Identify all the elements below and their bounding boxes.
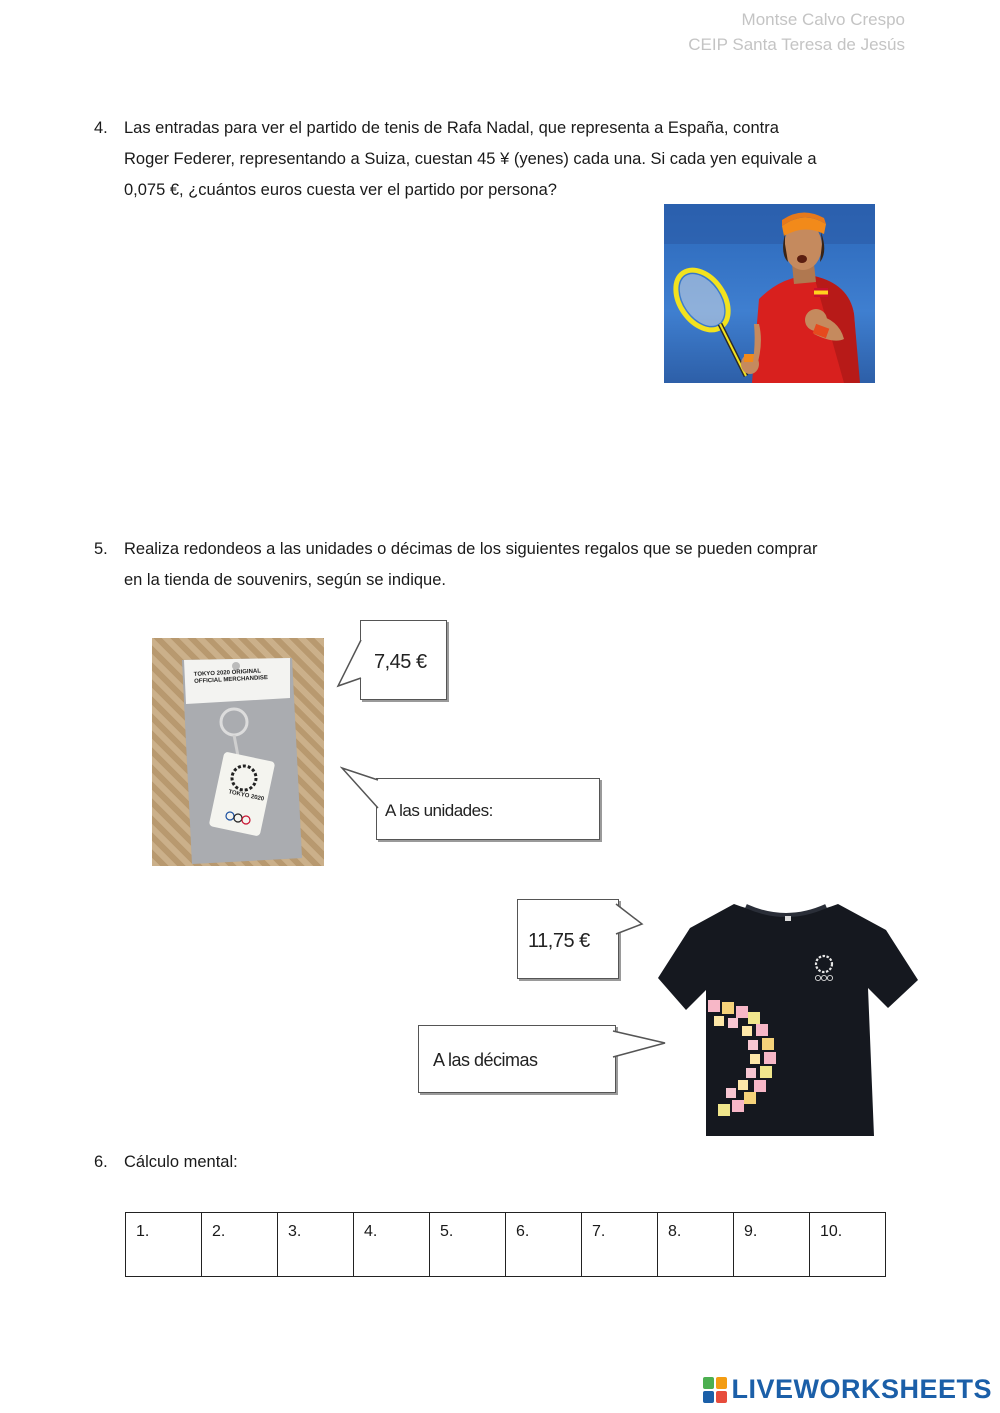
- question-4-text: [124, 113, 914, 206]
- tshirt-price-bubble-tail: [614, 900, 646, 952]
- question-5-number: 5.: [94, 540, 108, 558]
- mental-math-grid: [125, 1212, 886, 1277]
- answer-cell-5[interactable]: 5.: [430, 1213, 506, 1277]
- keychain-price-bubble-tail: [336, 636, 364, 692]
- answer-cell-9[interactable]: 9.: [734, 1213, 810, 1277]
- question-6-title: [124, 1147, 914, 1178]
- tshirt-price: 11,75 €: [528, 930, 590, 952]
- keychain-price: 7,45 €: [374, 651, 427, 673]
- question-4-line-2: Roger Federer, representando a Suiza, cuestan 45 ¥ (yenes) cada una. Si cada yen equivale a: [124, 150, 817, 168]
- answer-cell-8[interactable]: 8.: [658, 1213, 734, 1277]
- answer-cell-1[interactable]: 1.: [126, 1213, 202, 1277]
- tennis-player-photo: [664, 204, 875, 383]
- question-4-line-3: 0,075 €, ¿cuántos euros cuesta ver el partido por persona?: [124, 181, 557, 199]
- answer-cell-10[interactable]: 10.: [810, 1213, 886, 1277]
- answer-cell-4[interactable]: 4.: [354, 1213, 430, 1277]
- question-5-line-2: en la tienda de souvenirs, según se indique.: [124, 571, 446, 589]
- keychain-answer-bubble[interactable]: [376, 778, 600, 840]
- answer-cell-3[interactable]: 3.: [278, 1213, 354, 1277]
- keychain-price-bubble: [360, 620, 447, 700]
- answer-cell-7[interactable]: 7.: [582, 1213, 658, 1277]
- liveworksheets-logo-text: LIVEWORKSHEETS: [731, 1374, 992, 1404]
- answer-cell-6[interactable]: 6.: [506, 1213, 582, 1277]
- mental-math-row: [126, 1213, 886, 1277]
- liveworksheets-logo-icon: [703, 1377, 727, 1403]
- school-name: CEIP Santa Teresa de Jesús: [688, 35, 905, 54]
- liveworksheets-logo[interactable]: [703, 1374, 992, 1405]
- question-6-number: 6.: [94, 1153, 108, 1171]
- question-6-title-text: Cálculo mental:: [124, 1153, 238, 1171]
- tshirt-price-bubble: [517, 899, 619, 979]
- question-5-line-1: Realiza redondeos a las unidades o décimas de los siguientes regalos que se pueden comprar: [124, 540, 818, 558]
- package-line-2: OFFICIAL MERCHANDISE: [194, 675, 269, 685]
- author-name: Montse Calvo Crespo: [741, 10, 905, 29]
- question-4-number: 4.: [94, 119, 108, 137]
- package-line-1: TOKYO 2020 ORIGINAL: [193, 668, 262, 678]
- keychain-photo: [152, 638, 324, 866]
- tshirt-answer-bubble[interactable]: [418, 1025, 616, 1093]
- keychain-rounding-prompt: A las unidades:: [385, 801, 493, 820]
- keychain-answer-bubble-tail: [340, 766, 380, 812]
- question-4-line-1: Las entradas para ver el partido de tenis de Rafa Nadal, que representa a España, contra: [124, 119, 779, 137]
- tshirt-image: [656, 898, 920, 1138]
- answer-cell-2[interactable]: 2.: [202, 1213, 278, 1277]
- question-5-text: [124, 534, 914, 596]
- keychain-tag-label: TOKYO 2020: [227, 789, 265, 803]
- tshirt-rounding-prompt: A las décimas: [433, 1050, 538, 1070]
